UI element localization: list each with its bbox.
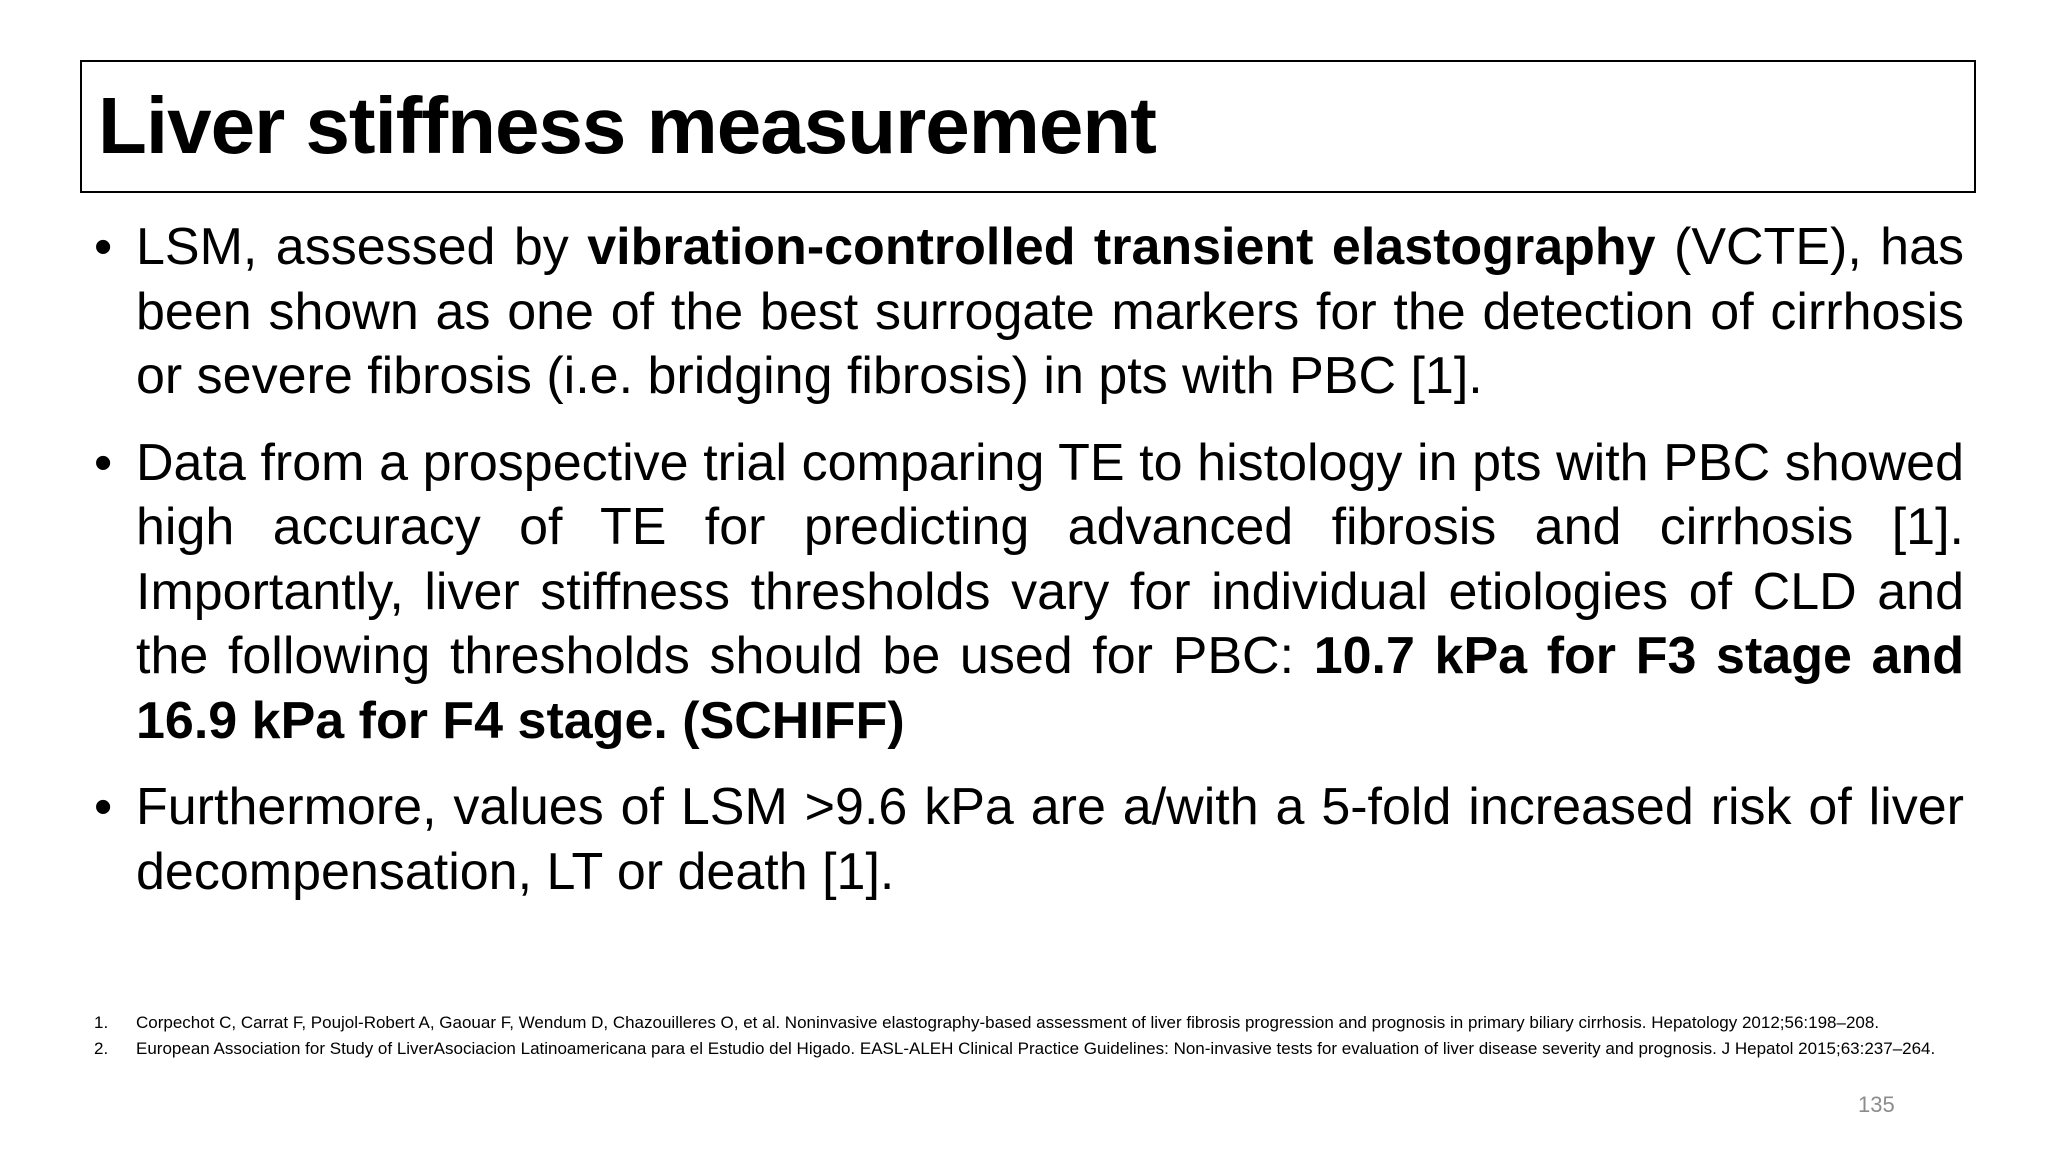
bullet-2-text: Data from a prospective trial comparing TE to histology in pts with PBC showed high accuracy of TE for predicting advanced fibrosis and cirrhosis [1]. Importantly, liver stiffness thresholds vary for individual etiologies of CLD and the following thresholds should be used for PBC: [136,433,1964,685]
bullet-1-bold-term: vibration-controlled transient elastography [587,218,1656,276]
slide-title: Liver stiffness measurement [98,81,1156,170]
reference-item [94,1036,1974,1062]
bullet-1-text-a: LSM, assessed by [136,218,588,276]
reference-item [94,1010,1974,1036]
bullet-1-text-b: (VCTE), has been shown as one of the best surrogate markers for the detection of cirrhosis or severe fibrosis (i.e. bridging fibrosis) in pts with PBC [1]. [136,218,1965,405]
page-number: 135 [1858,1092,1895,1117]
title-box [80,60,1976,193]
reference-list [94,1010,1974,1062]
bullet-2-bold-thresholds: 10.7 kPa for F3 stage and 16.9 kPa for F4 stage. (SCHIFF) [136,627,1964,750]
bullet-list [94,215,1964,926]
reference-number: 1. [94,1013,109,1032]
reference-number: 2. [94,1039,109,1058]
bullet-3-text: Furthermore, values of LSM >9.6 kPa are a/with a 5-fold increased risk of liver decompensation, LT or death [1]. [136,778,1964,901]
bullet-item [94,775,1964,904]
bullet-item [94,215,1964,409]
reference-text: Corpechot C, Carrat F, Poujol-Robert A, Gaouar F, Wendum D, Chazouilleres O, et al. Noninvasive elastography-based assessment of liver fibrosis progression and prognosis in primary biliary cirrhosis. Hepatology 2012;56:198–208. [136,1013,1880,1032]
bullet-icon: • [94,778,113,836]
reference-text: European Association for Study of LiverAsociacion Latinoamericana para el Estudio del Higado. EASL-ALEH Clinical Practice Guidelines: Non-invasive tests for evaluation of liver disease severity and prognosis. J Hepatol 2015;63:237–264. [136,1039,1936,1058]
bullet-item [94,431,1964,754]
bullet-icon: • [94,218,113,276]
bullet-icon: • [94,433,113,492]
